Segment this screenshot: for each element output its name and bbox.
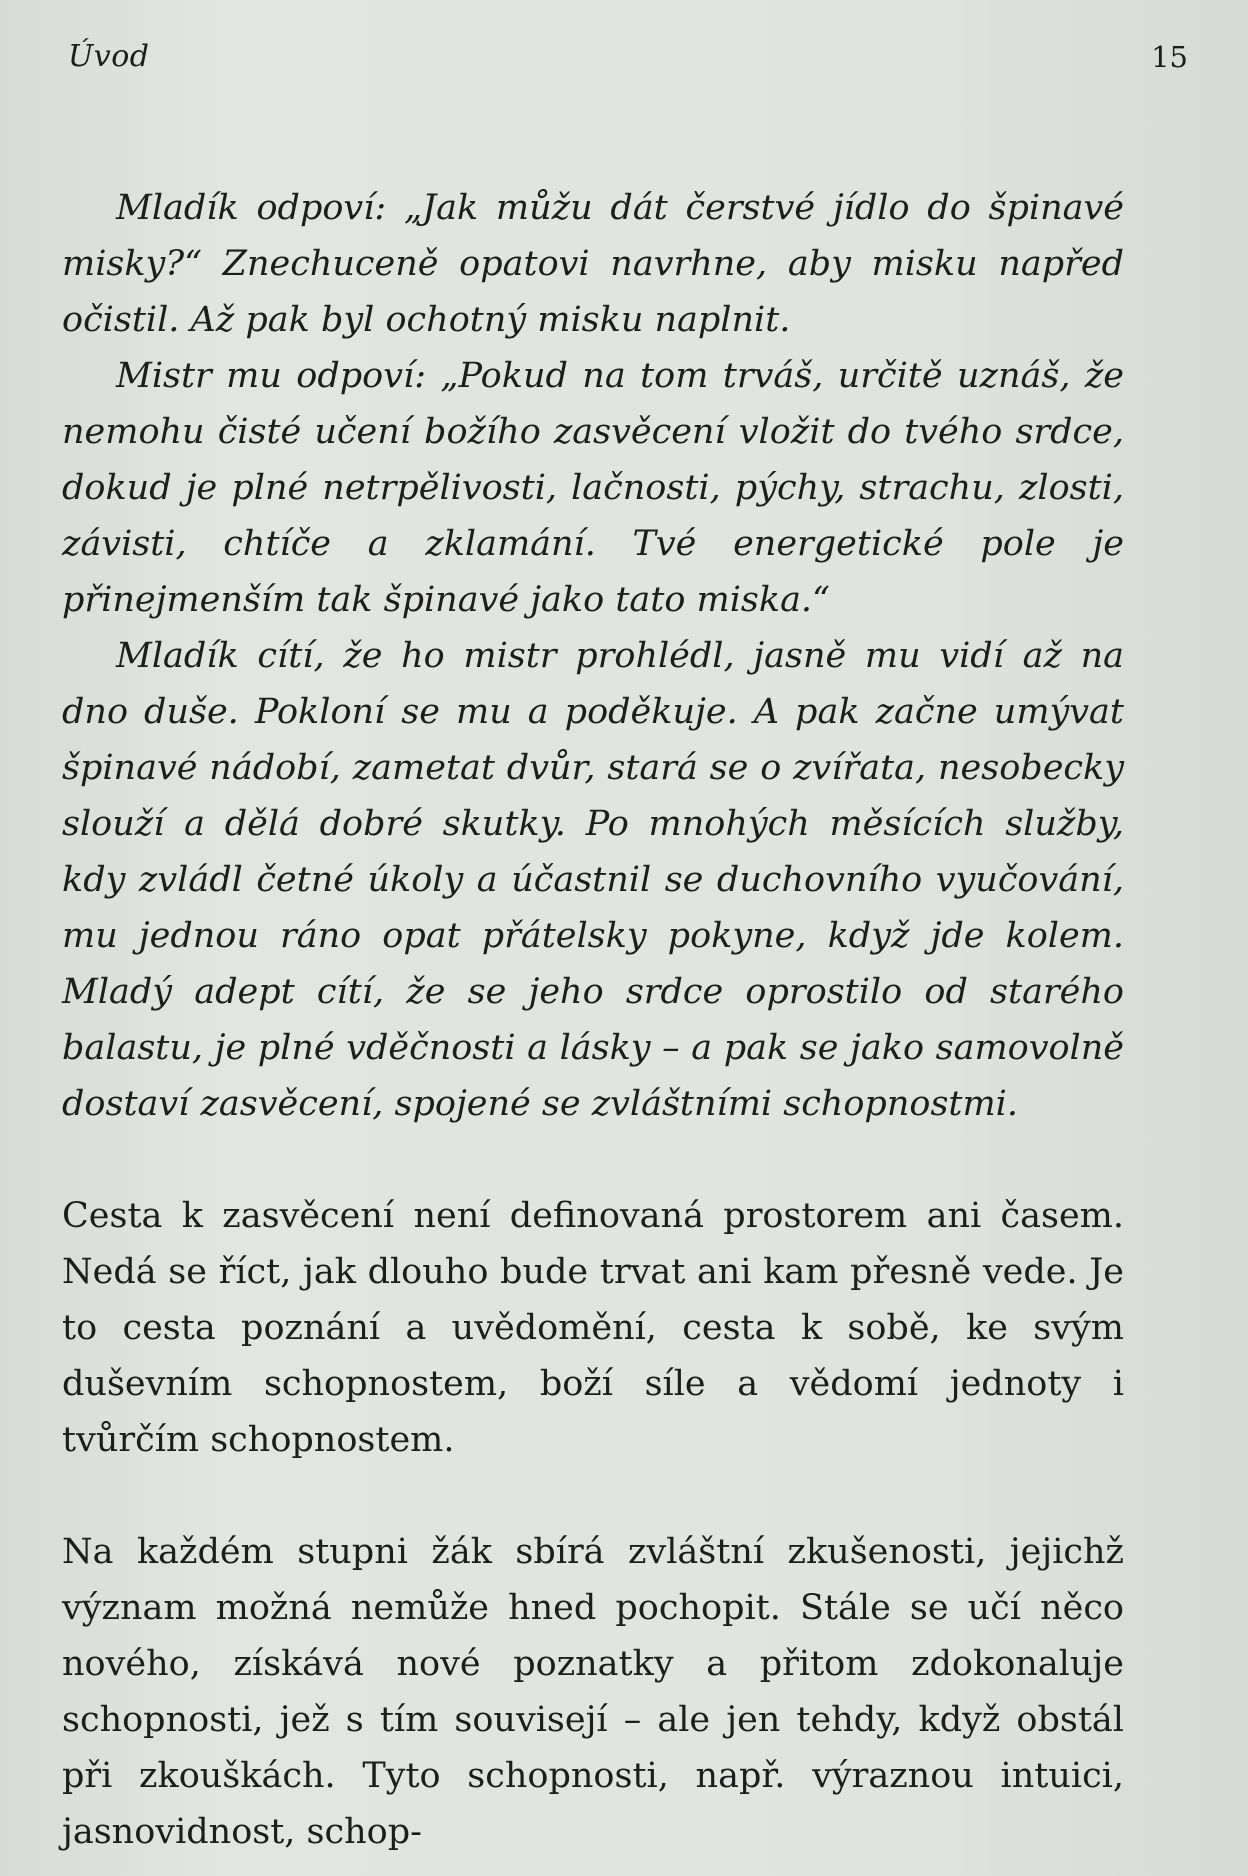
paragraph-1: Mladík odpoví: „Jak můžu dát čerstvé jídlo do špinavé misky?“ Znechuceně opatovi navrhne, aby misku napřed očistil. Až pak byl ochotný misku naplnit.: [62, 188, 1124, 340]
paragraph-4: Cesta k zasvěcení není definovaná prostorem ani časem. Nedá se říct, jak dlouho bude trvat ani kam přesně vede. Je to cesta poznání a uvědomění, cesta k sobě, ke svým duševním schopnostem, boží síle a vědomí jednoty i tvůrčím schopnostem.: [62, 1196, 1124, 1460]
page-body: [62, 180, 1124, 1860]
section-gap: [62, 1468, 1124, 1524]
paragraph-2: Mistr mu odpoví: „Pokud na tom trváš, určitě uznáš, že nemohu čisté učení božího zasvěcení vložit do tvého srdce, dokud je plné netrpělivosti, lačnosti, pýchy, strachu, zlosti, závisti, chtíče a zklamání. Tvé energetické pole je přinejmenším tak špinavé jako tato miska.“: [62, 356, 1124, 620]
page-number: 15: [1151, 40, 1188, 74]
page-header: [68, 20, 1188, 74]
running-head: Úvod: [68, 39, 150, 74]
paragraph-5: Na každém stupni žák sbírá zvláštní zkušenosti, jejichž význam možná nemůže hned pochopit. Stále se učí něco nového, získává nové poznatky a přitom zdokonaluje schopnosti, jež s tím souvisejí – ale jen tehdy, když obstál při zkouškách. Tyto schopnosti, např. výraznou intuici, jasnovidnost, schop-: [62, 1532, 1124, 1852]
section-gap: [62, 1132, 1124, 1188]
paragraph-3: Mladík cítí, že ho mistr prohlédl, jasně mu vidí až na dno duše. Pokloní se mu a poděkuje. A pak začne umývat špinavé nádobí, zametat dvůr, stará se o zvířata, nesobecky slouží a dělá dobré skutky. Po mnohých měsících služby, kdy zvládl četné úkoly a účastnil se duchovního vyučování, mu jednou ráno opat přátelsky pokyne, když jde kolem. Mladý adept cítí, že se jeho srdce oprostilo od starého balastu, je plné vděčnosti a lásky – a pak se jako samovolně dostaví zasvěcení, spojené se zvláštními schopnostmi.: [62, 636, 1124, 1124]
